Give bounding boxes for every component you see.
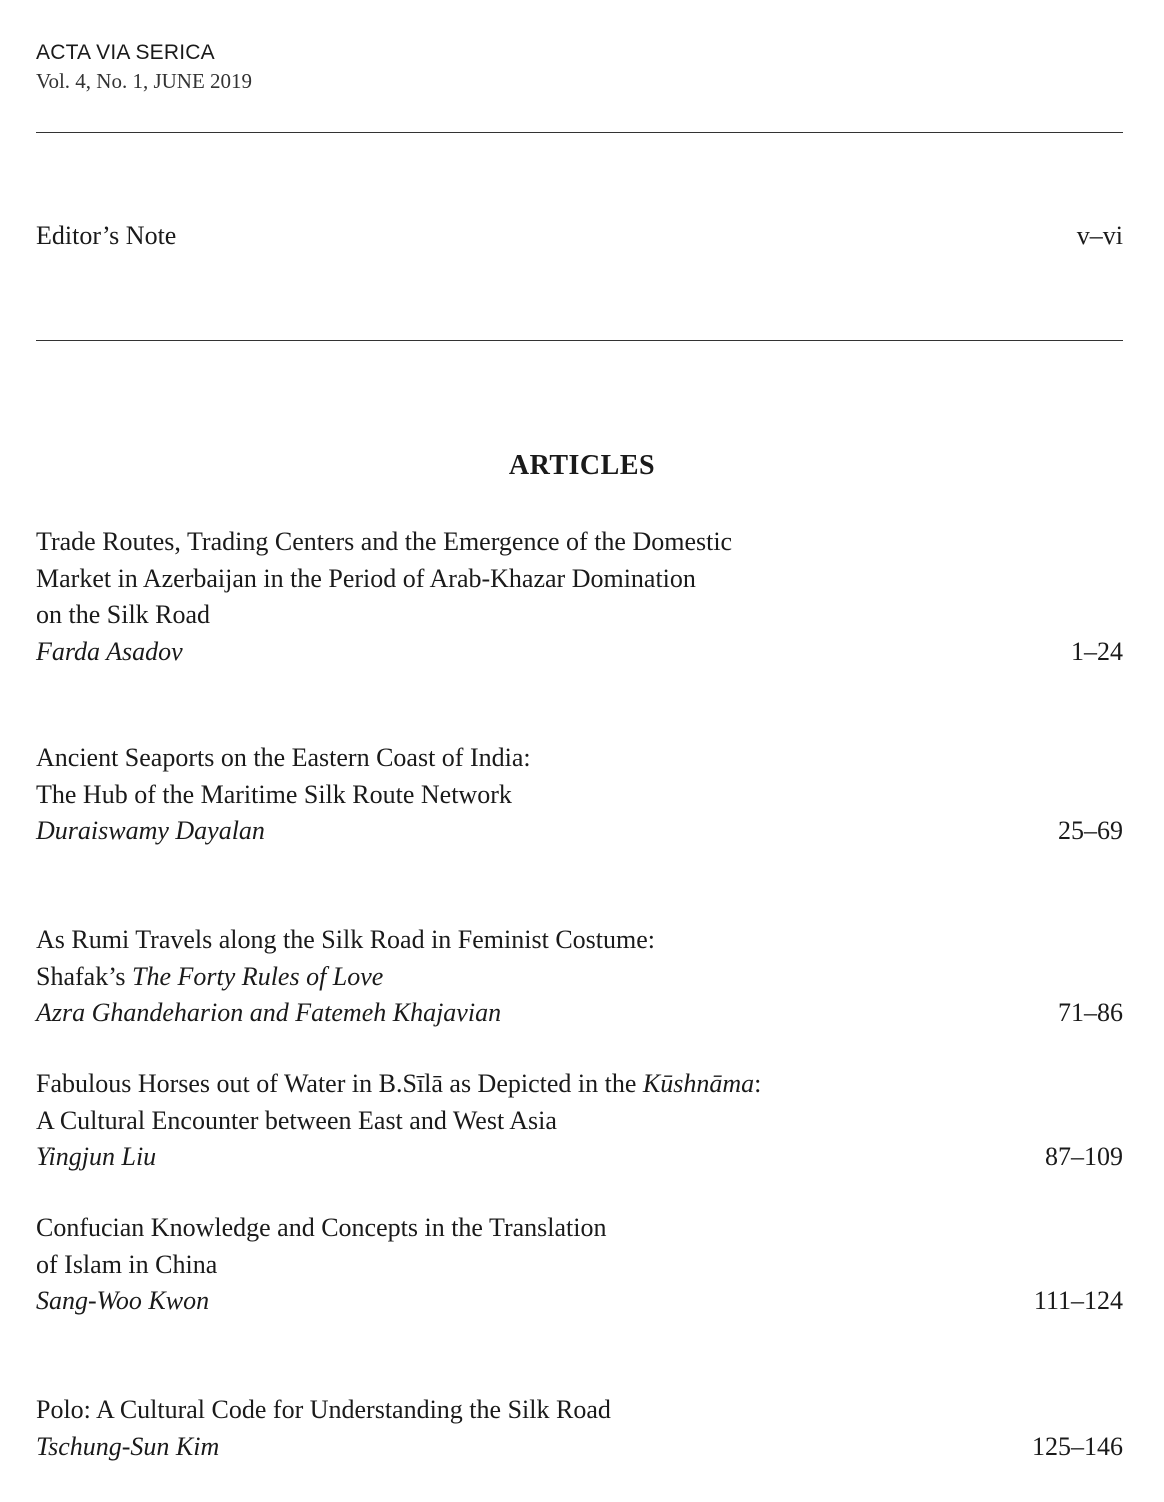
article-pages: 71–86	[1058, 998, 1123, 1027]
article-title-line[interactable]: The Hub of the Maritime Silk Route Network	[36, 779, 512, 809]
article-author: Tschung-Sun Kim	[36, 1431, 220, 1461]
title-text: :	[754, 1069, 762, 1098]
article-author: Duraiswamy Dayalan	[36, 816, 265, 845]
article-title-line[interactable]	[36, 1066, 1123, 1103]
article-entry[interactable]	[36, 1066, 1123, 1176]
article-title-line[interactable]: Market in Azerbaijan in the Period of Arab-Khazar Domination	[36, 563, 696, 593]
article-title-line[interactable]: on the Silk Road	[36, 600, 211, 629]
book-title: Kūshnāma	[642, 1069, 755, 1098]
article-title-line[interactable]: As Rumi Travels along the Silk Road in Feminist Costume:	[36, 925, 655, 954]
article-title-line[interactable]: Trade Routes, Trading Centers and the Emergence of the Domestic	[36, 527, 733, 556]
article-entry[interactable]	[36, 524, 1123, 670]
section-divider	[36, 340, 1123, 341]
article-title-line[interactable]	[36, 959, 1123, 996]
editors-note-title[interactable]: Editor’s Note	[36, 221, 177, 250]
editors-note-entry[interactable]	[36, 218, 1123, 255]
article-title-line[interactable]: Polo: A Cultural Code for Understanding the Silk Road	[36, 1395, 611, 1424]
article-title-line[interactable]: Confucian Knowledge and Concepts in the Translation	[36, 1213, 607, 1242]
title-text: Fabulous Horses out of Water in B.Sīlā as Depicted in the	[36, 1069, 643, 1098]
top-divider	[36, 132, 1123, 133]
journal-issue: Vol. 4, No. 1, JUNE 2019	[36, 69, 253, 93]
article-pages: 1–24	[1071, 636, 1123, 666]
article-title-line[interactable]: Ancient Seaports on the Eastern Coast of India:	[36, 743, 531, 772]
article-title-line[interactable]: A Cultural Encounter between East and West Asia	[36, 1105, 557, 1135]
article-author: Yingjun Liu	[36, 1142, 157, 1171]
article-author: Sang-Woo Kwon	[36, 1286, 210, 1315]
article-pages: 25–69	[1058, 816, 1123, 845]
title-text: Shafak’s	[36, 961, 133, 991]
section-heading: ARTICLES	[508, 450, 656, 481]
article-pages: 87–109	[1045, 1142, 1123, 1171]
article-entry[interactable]	[36, 740, 1123, 850]
article-title-line[interactable]: of Islam in China	[36, 1249, 218, 1279]
article-pages: 111–124	[1033, 1286, 1123, 1315]
book-title: The Forty Rules of Love	[132, 961, 384, 991]
article-author: Azra Ghandeharion and Fatemeh Khajavian	[36, 998, 502, 1027]
article-author: Farda Asadov	[36, 636, 183, 666]
editors-note-pages: v–vi	[1076, 221, 1123, 250]
article-entry[interactable]	[36, 1392, 1123, 1465]
article-pages: 125–146	[1032, 1431, 1123, 1461]
article-entry[interactable]	[36, 922, 1123, 1032]
journal-name: ACTA VIA SERICA	[36, 41, 215, 64]
article-entry[interactable]	[36, 1210, 1123, 1320]
